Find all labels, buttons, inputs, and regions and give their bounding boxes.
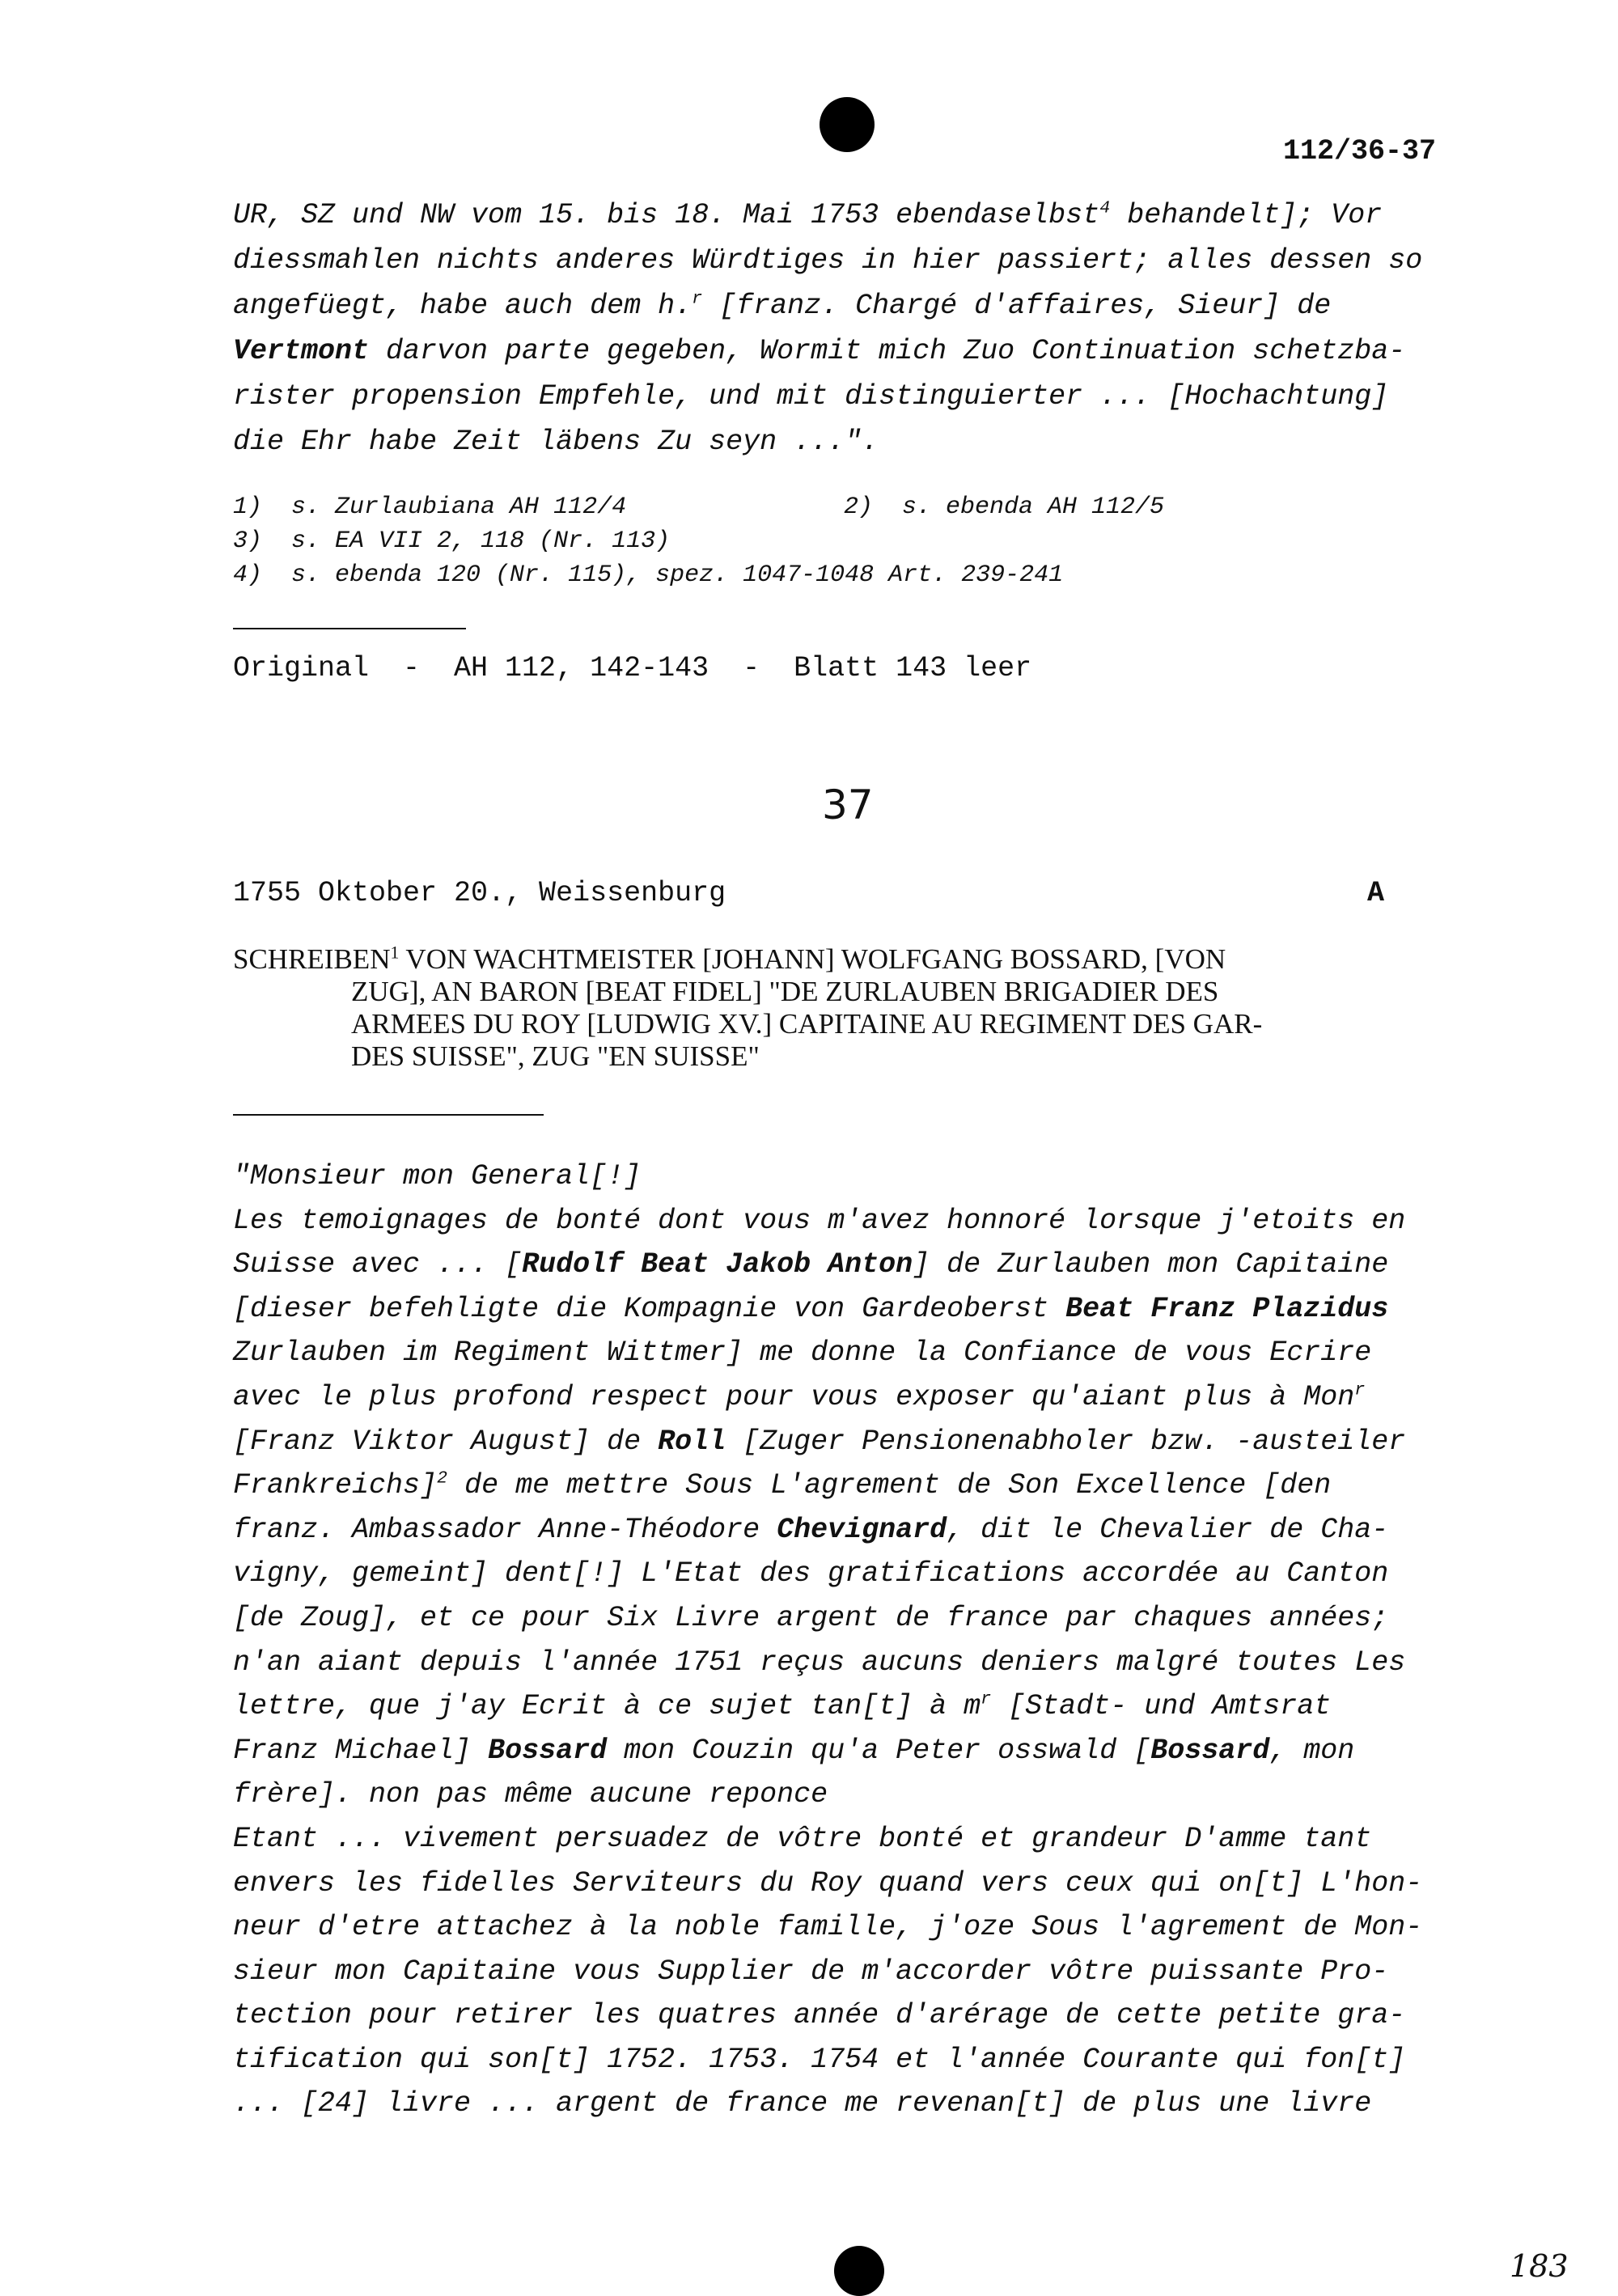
letter-text: [233, 1154, 1422, 2126]
text-run: [de Zoug], et ce pour Six Livre argent de france par chaques années;: [233, 1601, 1389, 1634]
text-line: [233, 2038, 1422, 2082]
text-run: [Zuger Pensionenabholer bzw. -austeiler: [726, 1425, 1406, 1458]
text-line: [233, 1154, 1422, 1199]
text-run: , dit le Chevalier de Cha-: [947, 1513, 1389, 1546]
text-line: [233, 1684, 1422, 1729]
text-line: [233, 419, 1422, 464]
text-line: [233, 1596, 1422, 1641]
text-line: [233, 1464, 1422, 1508]
text-run: Les temoignages de bonté dont vous m'avez honnoré lorsque j'etoits en: [233, 1204, 1406, 1237]
text-line: [233, 1243, 1422, 1287]
text-run: 1: [390, 943, 400, 963]
text-line: [233, 1199, 1422, 1243]
footnote-4: 4) s. ebenda 120 (Nr. 115), spez. 1047-1048 Art. 239-241: [233, 561, 1064, 589]
bold-name: Beat Franz Plazidus: [1065, 1292, 1389, 1325]
text-run: diessmahlen nichts anderes Würdtiges in hier passiert; alles dessen so: [233, 244, 1423, 277]
source-line: Original - AH 112, 142-143 - Blatt 143 leer: [233, 652, 1032, 684]
text-run: franz. Ambassador Anne-Théodore: [233, 1513, 777, 1546]
footnote-3: 3) s. EA VII 2, 118 (Nr. 113): [233, 527, 671, 555]
footnote-2: 2) s. ebenda AH 112/5: [844, 494, 1165, 521]
text-run: avec le plus profond respect pour vous exposer qu'aiant plus à Mon: [233, 1380, 1355, 1413]
text-run: ] de Zurlauben mon Capitaine: [913, 1248, 1389, 1281]
text-run: tection pour retirer les quatres année d'arérage de cette petite gra-: [233, 1999, 1406, 2032]
text-run: [franz. Chargé d'affaires, Sieur] de: [702, 290, 1332, 322]
sheet-number-mark: 183: [1510, 2248, 1569, 2284]
text-line: [233, 943, 1262, 976]
text-run: SCHREIBEN: [233, 943, 391, 975]
footnote-1: 1) s. Zurlaubiana AH 112/4: [233, 494, 627, 521]
text-run: ZUG], AN BARON [BEAT FIDEL] "DE ZURLAUBEN BRIGADIER DES: [351, 976, 1219, 1007]
text-run: mon Couzin qu'a Peter osswald [: [607, 1734, 1151, 1767]
text-run: [Franz Viktor August] de: [233, 1425, 659, 1458]
text-line: [233, 1008, 1262, 1040]
text-line: [233, 1729, 1422, 1773]
text-line: [233, 328, 1422, 374]
bold-name: Bossard: [1150, 1734, 1270, 1767]
text-line: [233, 1641, 1422, 1685]
text-line: [233, 1287, 1422, 1332]
text-run: tification qui son[t] 1752. 1753. 1754 et l'année Courante qui fon[t]: [233, 2043, 1406, 2076]
text-run: [Stadt- und Amtsrat: [991, 1690, 1332, 1723]
text-run: lettre, que j'ay Ecrit à ce sujet tan[t] à m: [233, 1690, 981, 1723]
text-run: Suisse avec ... [: [233, 1248, 523, 1281]
document-type: A: [1367, 877, 1385, 909]
bold-name: Chevignard: [777, 1513, 947, 1546]
text-run: rister propension Empfehle, und mit distinguierter ... [Hochachtung]: [233, 380, 1389, 413]
text-line: [233, 1862, 1422, 1906]
text-run: sieur mon Capitaine vous Supplier de m'accorder vôtre puissante Pro-: [233, 1955, 1389, 1988]
text-run: angefüegt, habe auch dem h.: [233, 290, 693, 322]
text-line: [233, 1375, 1422, 1420]
text-run: ARMEES DU ROY [LUDWIG XV.] CAPITAINE AU REGIMENT DES GAR-: [351, 1008, 1263, 1040]
text-run: ... [24] livre ... argent de france me revenan[t] de plus une livre: [233, 2087, 1372, 2120]
text-line: [233, 1773, 1422, 1817]
text-run: r: [1354, 1379, 1366, 1400]
text-run: DES SUISSE", ZUG "EN SUISSE": [351, 1040, 760, 1072]
text-run: vigny, gemeint] dent[!] L'Etat des gratifications accordée au Canton: [233, 1557, 1389, 1591]
text-run: behandelt]; Vor: [1110, 199, 1383, 231]
text-line: [233, 1552, 1422, 1596]
text-run: VON WACHTMEISTER [JOHANN] WOLFGANG BOSSARD, [VON: [399, 943, 1226, 975]
bold-name: Rudolf Beat Jakob Anton: [522, 1248, 913, 1281]
previous-letter-ending: [233, 193, 1422, 464]
text-line: [233, 238, 1422, 283]
text-run: r: [692, 288, 703, 309]
punch-hole-bottom: [834, 2246, 884, 2296]
punch-hole-top: [820, 97, 875, 152]
text-run: Zurlauben im Regiment Wittmer] me donne la Confiance de vous Ecrire: [233, 1337, 1372, 1370]
text-run: , mon: [1269, 1734, 1355, 1767]
text-line: [233, 1331, 1422, 1375]
text-line: [233, 2082, 1422, 2126]
heading-divider: [233, 1114, 544, 1116]
text-run: UR, SZ und NW vom 15. bis 18. Mai 1753 ebendaselbst: [233, 199, 1100, 231]
text-run: n'an aiant depuis l'année 1751 reçus aucuns deniers malgré toutes Les: [233, 1646, 1406, 1679]
text-run: envers les fidelles Serviteurs du Roy quand vers ceux qui on[t] L'hon-: [233, 1866, 1423, 1900]
footnote-divider: [233, 628, 466, 629]
bold-name: Roll: [658, 1425, 726, 1458]
text-run: de me mettre Sous L'agrement de Son Excellence [den: [447, 1469, 1332, 1502]
text-line: [233, 1040, 1262, 1073]
text-run: "Monsieur mon General[!]: [233, 1160, 642, 1192]
document-heading: [233, 943, 1262, 1073]
text-line: [233, 1508, 1422, 1553]
text-run: 4: [1099, 197, 1111, 218]
bold-name: Vertmont: [233, 335, 370, 367]
text-line: [233, 1817, 1422, 1862]
text-line: [233, 976, 1262, 1008]
text-line: [233, 374, 1422, 419]
text-run: Frankreichs]: [233, 1469, 438, 1502]
text-line: [233, 1420, 1422, 1464]
text-line: [233, 1993, 1422, 2038]
text-line: [233, 1950, 1422, 1994]
text-run: Franz Michael]: [233, 1734, 489, 1767]
text-line: [233, 1905, 1422, 1950]
text-run: neur d'etre attachez à la noble famille, j'oze Sous l'agrement de Mon-: [233, 1911, 1423, 1944]
text-run: r: [981, 1688, 992, 1709]
text-run: darvon parte gegeben, Wormit mich Zuo Continuation schetzba-: [369, 335, 1406, 367]
page-reference: 112/36-37: [1283, 135, 1437, 167]
text-run: frère]. non pas même aucune reponce: [233, 1778, 828, 1811]
date-place: 1755 Oktober 20., Weissenburg: [233, 877, 726, 909]
text-line: [233, 283, 1422, 328]
text-run: die Ehr habe Zeit läbens Zu seyn ...".: [233, 426, 879, 458]
text-line: [233, 193, 1422, 238]
text-run: 2: [437, 1468, 448, 1489]
text-run: Etant ... vivement persuadez de vôtre bonté et grandeur D'amme tant: [233, 1822, 1372, 1855]
text-run: [dieser befehligte die Kompagnie von Gardeoberst: [233, 1292, 1066, 1325]
bold-name: Bossard: [488, 1734, 608, 1767]
document-number: 37: [822, 782, 874, 828]
